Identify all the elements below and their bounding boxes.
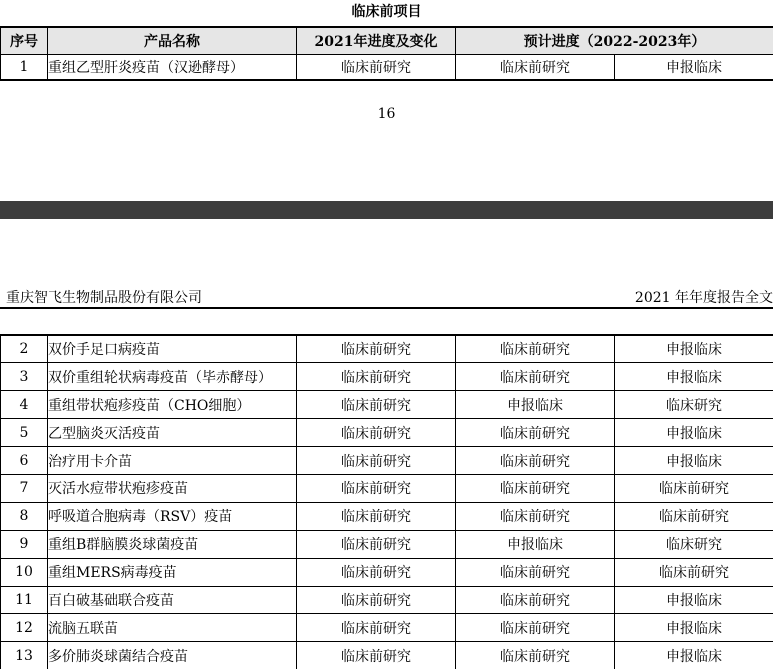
header-expected-progress: 预计进度（2022-2023年） <box>456 27 773 54</box>
row-index: 10 <box>1 558 48 586</box>
progress-2022-cell: 申报临床 <box>456 391 615 419</box>
product-name-cell: 重组B群脑膜炎球菌疫苗 <box>48 530 297 558</box>
progress-2023-cell: 临床前研究 <box>615 474 773 502</box>
progress-2022-cell: 临床前研究 <box>456 558 615 586</box>
row-index: 1 <box>1 54 48 80</box>
report-title: 2021 年年度报告全文 <box>634 290 773 306</box>
row-index: 9 <box>1 530 48 558</box>
header-product-name: 产品名称 <box>48 27 297 54</box>
section-title: 临床前项目 <box>351 4 422 20</box>
progress-2023-cell: 申报临床 <box>615 335 773 363</box>
product-name-cell: 乙型脑炎灭活疫苗 <box>48 419 297 447</box>
table-row <box>1 586 773 614</box>
progress-2023-cell: 申报临床 <box>615 363 773 391</box>
progress-2021-cell: 临床前研究 <box>297 391 456 419</box>
progress-2022-cell: 临床前研究 <box>456 447 615 475</box>
progress-2022-cell: 临床前研究 <box>456 54 615 80</box>
progress-2022-cell: 申报临床 <box>456 530 615 558</box>
progress-2023-cell: 临床前研究 <box>615 502 773 530</box>
progress-2023-cell: 临床前研究 <box>615 558 773 586</box>
table-row <box>1 391 773 419</box>
product-name-cell: 多价肺炎球菌结合疫苗 <box>48 642 297 669</box>
product-name-cell: 流脑五联苗 <box>48 614 297 642</box>
page-number: 16 <box>377 106 396 122</box>
header-index: 序号 <box>1 27 48 54</box>
progress-2022-cell: 临床前研究 <box>456 502 615 530</box>
progress-2021-cell: 临床前研究 <box>297 502 456 530</box>
table-row <box>1 447 773 475</box>
progress-2023-cell: 临床研究 <box>615 530 773 558</box>
progress-2023-cell: 申报临床 <box>615 586 773 614</box>
progress-2022-cell: 临床前研究 <box>456 335 615 363</box>
row-index: 13 <box>1 642 48 669</box>
progress-2022-cell: 临床前研究 <box>456 419 615 447</box>
progress-2021-cell: 临床前研究 <box>297 363 456 391</box>
product-name-cell: 双价手足口病疫苗 <box>48 335 297 363</box>
progress-2021-cell: 临床前研究 <box>297 642 456 669</box>
row-index: 5 <box>1 419 48 447</box>
product-name-cell: 治疗用卡介苗 <box>48 447 297 475</box>
progress-2023-cell: 申报临床 <box>615 54 773 80</box>
row-index: 4 <box>1 391 48 419</box>
page-divider <box>0 201 773 219</box>
row-index: 2 <box>1 335 48 363</box>
progress-2022-cell: 临床前研究 <box>456 363 615 391</box>
row-index: 3 <box>1 363 48 391</box>
table-row <box>1 474 773 502</box>
progress-2021-cell: 临床前研究 <box>297 447 456 475</box>
progress-2023-cell: 申报临床 <box>615 642 773 669</box>
progress-2021-cell: 临床前研究 <box>297 614 456 642</box>
product-name-cell: 双价重组轮状病毒疫苗（毕赤酵母） <box>48 363 297 391</box>
pipeline-table-top <box>0 26 773 81</box>
table-row <box>1 502 773 530</box>
progress-2022-cell: 临床前研究 <box>456 474 615 502</box>
progress-2023-cell: 申报临床 <box>615 419 773 447</box>
company-name: 重庆智飞生物制品股份有限公司 <box>6 290 202 306</box>
row-index: 11 <box>1 586 48 614</box>
progress-2023-cell: 临床研究 <box>615 391 773 419</box>
progress-2022-cell: 临床前研究 <box>456 586 615 614</box>
running-header <box>0 287 773 309</box>
row-index: 8 <box>1 502 48 530</box>
progress-2021-cell: 临床前研究 <box>297 474 456 502</box>
progress-2021-cell: 临床前研究 <box>297 335 456 363</box>
product-name-cell: 重组乙型肝炎疫苗（汉逊酵母） <box>48 54 297 80</box>
progress-2023-cell: 申报临床 <box>615 447 773 475</box>
progress-2021-cell: 临床前研究 <box>297 419 456 447</box>
table-row <box>1 335 773 363</box>
progress-2021-cell: 临床前研究 <box>297 530 456 558</box>
table-row <box>1 558 773 586</box>
product-name-cell: 百白破基础联合疫苗 <box>48 586 297 614</box>
product-name-cell: 呼吸道合胞病毒（RSV）疫苗 <box>48 502 297 530</box>
progress-2023-cell: 申报临床 <box>615 614 773 642</box>
table-row <box>1 530 773 558</box>
progress-2022-cell: 临床前研究 <box>456 642 615 669</box>
product-name-cell: 重组带状疱疹疫苗（CHO细胞） <box>48 391 297 419</box>
progress-2022-cell: 临床前研究 <box>456 614 615 642</box>
progress-2021-cell: 临床前研究 <box>297 586 456 614</box>
progress-2021-cell: 临床前研究 <box>297 54 456 80</box>
pipeline-table-bottom <box>0 334 773 669</box>
product-name-cell: 灭活水痘带状疱疹疫苗 <box>48 474 297 502</box>
header-2021-progress: 2021年进度及变化 <box>297 27 456 54</box>
table-row <box>1 419 773 447</box>
row-index: 12 <box>1 614 48 642</box>
table-row <box>1 54 773 80</box>
row-index: 6 <box>1 447 48 475</box>
row-index: 7 <box>1 474 48 502</box>
table-row <box>1 642 773 669</box>
product-name-cell: 重组MERS病毒疫苗 <box>48 558 297 586</box>
table-row <box>1 614 773 642</box>
table-row <box>1 363 773 391</box>
progress-2021-cell: 临床前研究 <box>297 558 456 586</box>
